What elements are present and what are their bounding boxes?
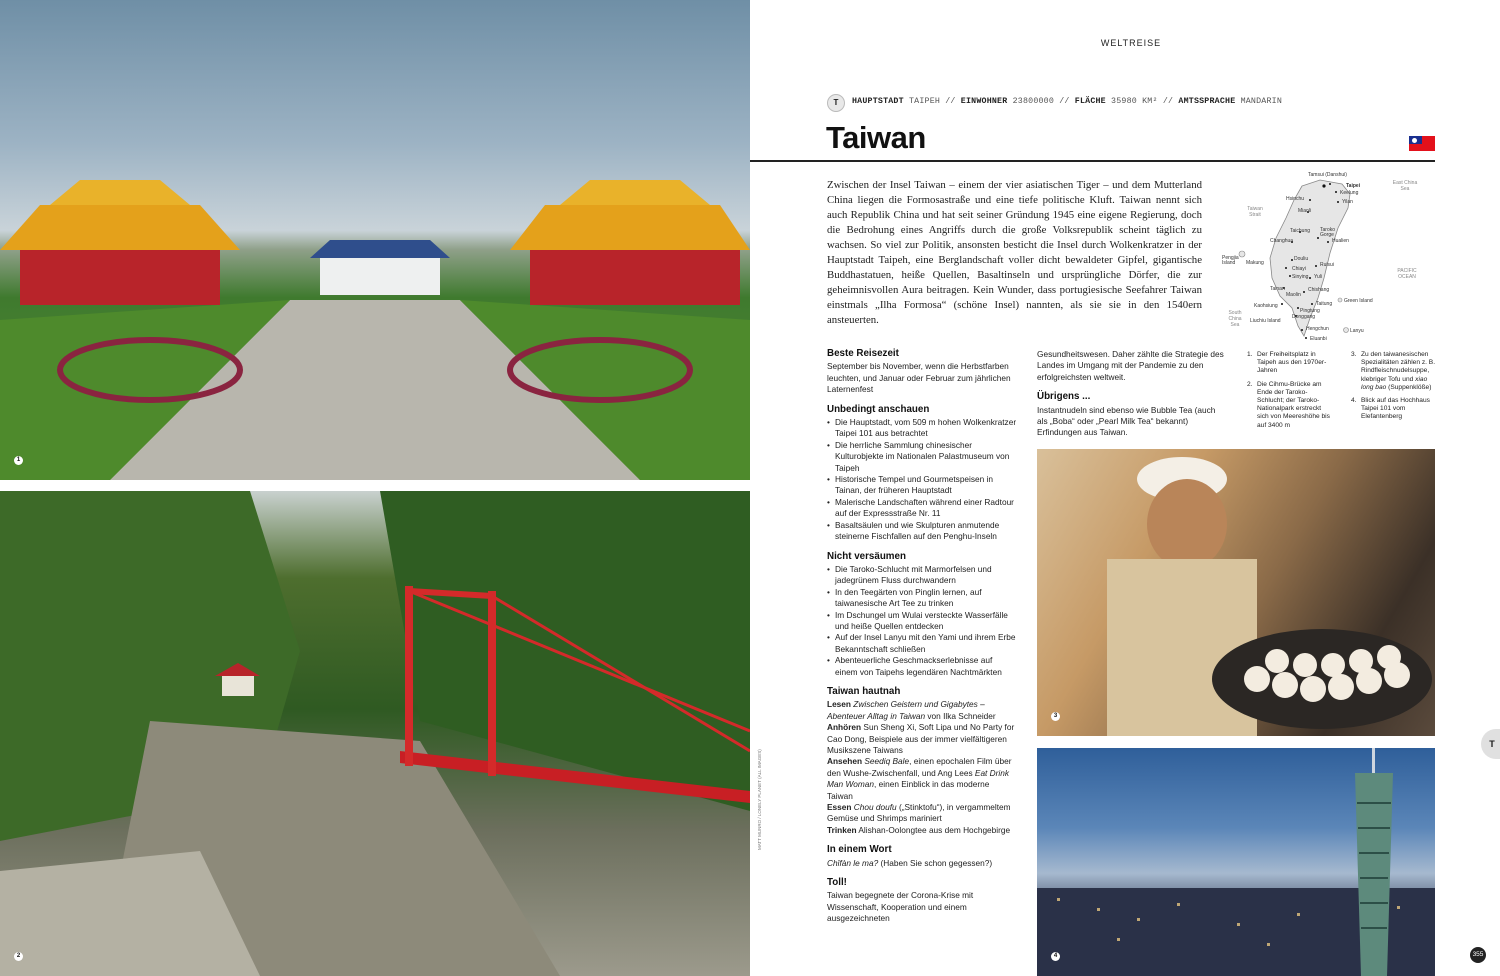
list-item: • Im Dschungel um Wulai versteckte Wasserfälle und heiße Quellen entdecken (827, 610, 1017, 633)
caption-number: 1. (1247, 351, 1253, 358)
list-item: • Abenteuerliche Geschmackserlebnisse auf einem von Taipehs legendären Nachtmärkten (827, 655, 1017, 678)
list-item: • Basaltsäulen und wie Skulpturen anmutende steinerne Fischfallen auf den Penghu-Inseln (827, 520, 1017, 543)
caption-text: Zu den taiwanesischen Spezialitäten zählen z. B. Rindfleischnudelsuppe, klebriger Tofu und (1361, 351, 1436, 383)
hautnah-sehen (827, 756, 1017, 802)
sehen-title-1: Seediq Bale (864, 756, 910, 767)
alphabet-side-tab[interactable]: T (1481, 729, 1500, 759)
lesen-label: Lesen (827, 699, 851, 710)
hoeren-text: Sun Sheng Xi, Soft Lipa und No Party for Cao Dong, Beispiele aus der immer vielfältigeren Musikszene Taiwans (827, 722, 1015, 755)
toll-text: Taiwan begegnete der Corona-Krise mit Wissenschaft, Kooperation und einem ausgezeichneten (827, 890, 974, 924)
hautnah-lesen (827, 699, 1017, 722)
essen-label: Essen (827, 802, 852, 813)
section-label: WELTREISE (1100, 38, 1162, 48)
map-city-label: Tainan (1270, 286, 1285, 292)
map-city-label: Sinying (1292, 274, 1309, 280)
sehen-rest: , einen Einblick in das moderne Taiwan (827, 779, 990, 801)
list-item: • In den Teegärten von Pinglin lernen, auf taiwanesische Art Tee zu trinken (827, 587, 1017, 610)
list-item: • Auf der Insel Lanyu mit den Yami und ihrem Erbe Bekanntschaft schließen (827, 632, 1017, 655)
list-item: • Die Hauptstadt, vom 509 m hohen Wolkenkratzer Taipei 101 aus betrachtet (827, 417, 1017, 440)
fact-separator: // (945, 97, 956, 106)
caption-item (1247, 381, 1332, 430)
map-city-label: Liuchiu Island (1250, 318, 1281, 324)
fact-value: 23800000 (1012, 97, 1055, 106)
trinken-label: Trinken (827, 824, 857, 835)
essen-rest: („Stinktofu“), in vergammeltem Gemüse und Shrimps mariniert (827, 802, 1011, 824)
map-city-label: Ruisui (1320, 262, 1334, 268)
fact-label: FLÄCHE (1074, 97, 1106, 106)
heading-reisezeit: Beste Reisezeit (827, 348, 899, 359)
caption-text-end: (Suppenklöße) (1388, 383, 1432, 391)
photo-cihmu-bridge (0, 491, 750, 976)
map-city-label: Chiayi (1292, 266, 1306, 272)
caption-number: 3. (1351, 351, 1357, 358)
wort-text (827, 858, 1017, 869)
flag-sun (1412, 138, 1417, 143)
trinken-text: Alishan-Oolongtee aus dem Hochgebirge (858, 824, 1011, 835)
photo-credit: MATT MUNRO / LONELY PLANET (ALL IMAGES) (757, 749, 762, 850)
map-city-label: Taitung (1316, 301, 1333, 307)
map-city-label: Tamsui (Danshui) (1308, 172, 1347, 178)
page-title: Taiwan (826, 120, 926, 155)
photo-dumpling-cook (1037, 449, 1435, 736)
uebrigens-text: Instantnudeln sind ebenso wie Bubble Tea (auch als „Boba“ oder „Pearl Milk Tea“ bekannt) Erfindungen aus Taiwan. (1037, 404, 1216, 438)
map-sea-label: Taiwan Strait (1247, 206, 1263, 218)
fact-label: AMTSSPRACHE (1178, 97, 1236, 106)
list-item: • Historische Tempel und Gourmetspeisen in Tainan, der früheren Hauptstadt (827, 474, 1017, 497)
map-city-label: Maolin (1286, 292, 1301, 298)
fact-line (852, 97, 1282, 106)
anschauen-list (827, 417, 1017, 542)
caption-item (1247, 351, 1332, 376)
photo-taipei-101-art (1037, 748, 1435, 976)
map-city-label: Hualien (1332, 238, 1349, 244)
lesen-rest: von Ilka Schneider (927, 710, 996, 721)
map-sea-label: PACIFIC OCEAN (1397, 268, 1417, 280)
caption-number: 2. (1247, 380, 1253, 388)
list-item: • Die herrliche Sammlung chinesischer Kulturobjekte im Nationalen Palastmuseum von Taipeh (827, 440, 1017, 474)
photo-number: 4 (1051, 952, 1060, 961)
info-column-left (827, 348, 1017, 925)
map-city-label: Taichung (1290, 228, 1311, 234)
page-number: 355 (1470, 947, 1486, 963)
sehen-title-2: Eat Drink Man Woman (827, 767, 1010, 790)
fact-label: EINWOHNER (960, 97, 1008, 106)
map-city-label: Yuli (1314, 274, 1323, 280)
caption-item (1351, 351, 1437, 392)
heading-toll: Toll! (827, 877, 847, 889)
wort-translation: (Haben Sie schon gegessen?) (880, 857, 993, 868)
photo-freedom-square-art (0, 0, 750, 480)
intro-paragraph: Zwischen der Insel Taiwan – einem der vier asiatischen Tiger – und dem Mutterland China liegen die Formosastraße und eine tiefe politische Kluft. Taiwan nennt sich auch Republik China und hat seit seiner Gründung 1945 eine eigene Regierung, doch die Bedrohung eines Angriffs durch die große Volksrepublik scheint täglich zu wachsen. So viel zur Politik, ansonsten besticht die Insel durch Wolkenkratzer in der Hauptstadt Taipeh, eine Berglandschaft voller dicht bewaldeter Gipfel, gigantische Buddhastatuen, heiße Quellen, Basaltinseln und ursprüngliche Dörfer, die zur geheimnisvollen Aura beitragen. Kein Wunder, dass portugiesische Seefahrer Taiwan einstmals „Ilha Formosa“ (schöne Insel) nannten, als sie sie in den 1540ern ansteuerten. (827, 179, 1202, 326)
heading-wort: In einem Wort (827, 844, 892, 856)
fact-value: TAIPEH (908, 97, 941, 106)
photo-taipei-101 (1037, 748, 1435, 976)
map-city-label: Taipei (1346, 183, 1361, 189)
map-city-label: Pengjia Island (1222, 255, 1239, 266)
hautnah-essen (827, 802, 1017, 825)
captions-right (1351, 351, 1437, 427)
photo-dumpling-cook-art (1037, 449, 1435, 736)
letter-badge: T (827, 94, 845, 112)
reisezeit-text: September bis November, wenn die Herbstfarben leuchten, und Januar oder Februar zum jährlichen Laternenfest (827, 361, 1011, 395)
lesen-title: Zwischen Geistern und Gigabytes – Abenteuer Alltag in Taiwan (827, 699, 985, 721)
taiwan-flag-icon (1409, 136, 1435, 151)
map-sea-label: South China Sea (1228, 310, 1242, 328)
fact-separator: // (1162, 97, 1174, 106)
photo-freedom-square (0, 0, 750, 480)
caption-text: Die Cihmu-Brücke am Ende der Taroko-Schlucht; der Taroko-Nationalpark erstreckt sich von Meereshöhe bis auf 3400 m (1257, 380, 1330, 429)
map-city-label: Donggang (1292, 314, 1316, 320)
fact-value: 35980 KM² (1111, 97, 1158, 106)
hoeren-label: Anhören (827, 722, 862, 733)
photo-cihmu-bridge-art (0, 491, 750, 976)
info-column-right (1037, 349, 1227, 439)
map-city-label: Pingtung (1300, 308, 1320, 314)
map-city-label: Hsinchu (1286, 196, 1305, 202)
map-city-label: Hengchun (1306, 326, 1329, 332)
caption-item (1351, 397, 1437, 422)
photo-number: 3 (1051, 712, 1060, 721)
map-city-label: Keelung (1340, 190, 1359, 196)
caption-number: 4. (1351, 397, 1357, 405)
list-item: • Die Taroko-Schlucht mit Marmorfelsen und jadegrünem Fluss durchwandern (827, 564, 1017, 587)
list-item: • Malerische Landschaften während einer Radtour auf der Expressstraße Nr. 11 (827, 497, 1017, 520)
fact-value: MANDARIN (1240, 97, 1282, 106)
sehen-mid: , einen epochalen Film über den Wushe-Zwischenfall, und Ang Lees (827, 756, 1012, 778)
map-city-label: Changhua (1270, 238, 1294, 244)
caption-italic: xiao long bao (1361, 375, 1428, 391)
wort-phrase: Chīfàn le ma? (827, 857, 879, 868)
sehen-label: Ansehen (827, 756, 863, 767)
taiwan-map (1220, 168, 1435, 346)
map-city-label: Miaoli (1298, 208, 1312, 214)
heading-versaeumen: Nicht versäumen (827, 550, 906, 562)
fact-separator: // (1059, 97, 1070, 106)
heading-hautnah: Taiwan hautnah (827, 685, 901, 697)
hautnah-trinken (827, 825, 1017, 836)
heading-anschauen: Unbedingt anschauen (827, 403, 930, 415)
fact-label: HAUPTSTADT (852, 97, 904, 106)
essen-title: Chou doufu (853, 802, 897, 813)
photo-number: 1 (14, 456, 23, 465)
map-city-label: Green Island (1344, 298, 1373, 304)
map-city-label: Kaohsiung (1254, 303, 1278, 309)
map-city-label: Chishang (1308, 287, 1330, 293)
flag-canton (1409, 136, 1422, 144)
caption-text: Blick auf das Hochhaus Taipei 101 vom Elefantenberg (1361, 397, 1430, 421)
map-sea-label: East China Sea (1392, 180, 1418, 192)
map-city-label: Makung (1246, 260, 1264, 266)
captions-left (1247, 351, 1332, 435)
hautnah-hoeren (827, 722, 1017, 756)
map-city-label: Yilan (1342, 199, 1353, 205)
map-city-label: Douliu (1294, 256, 1309, 262)
heading-uebrigens: Übrigens ... (1037, 391, 1091, 403)
caption-text: Der Freiheitsplatz in Taipeh aus den 1970er-Jahren (1257, 351, 1327, 375)
title-rule (750, 160, 1435, 162)
map-city-label: Taroko Gorge (1320, 227, 1336, 238)
map-city-label: Eluanbi (1310, 336, 1327, 342)
photo-number: 2 (14, 952, 23, 961)
versaeumen-list (827, 564, 1017, 678)
map-city-label: Lanyu (1350, 328, 1364, 334)
continued-text: Gesundheitswesen. Daher zählte die Strategie des Landes im Umgang mit der Pandemie zu den erfolgreichsten weltweit. (1037, 349, 1224, 382)
